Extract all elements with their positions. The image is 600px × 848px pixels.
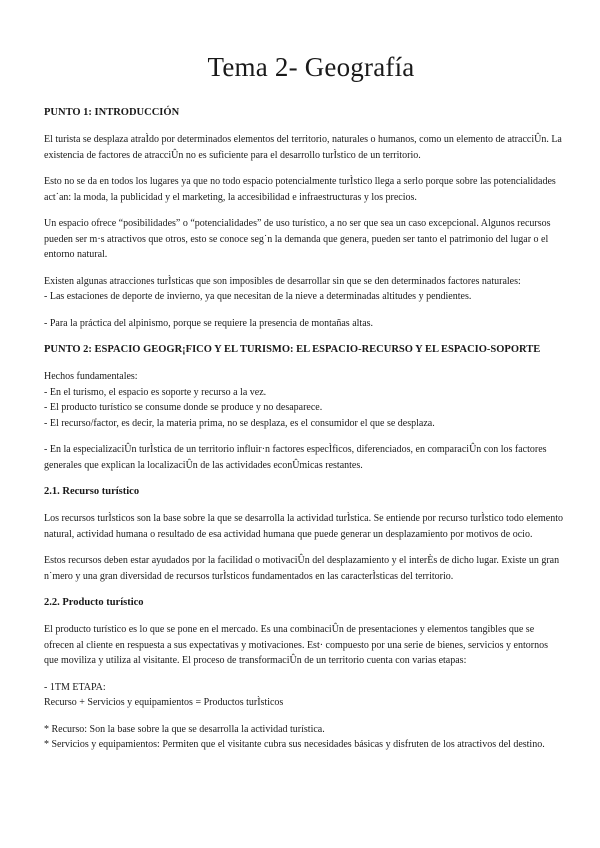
paragraph: - Para la práctica del alpinismo, porque se requiere la presencia de montañas altas.	[44, 317, 374, 329]
list-item: - El producto turístico se consume donde se produce y no desaparece.	[44, 402, 323, 413]
subsection-heading-2-2: 2.2. Producto turístico	[44, 597, 144, 608]
stage-formula: Recurso + Servicios y equipamientos = Productos turÌsticos	[44, 697, 284, 708]
stage-label: - 1TM ETAPA:	[44, 681, 106, 693]
paragraph: Un espacio ofrece “posibilidades” o “potencialidades” de uso turístico, a no ser que sea un caso excepcional. Algunos recursos pueden ser m·s atractivos que otros, esto se conoce seg˙n la demanda que genera, pueden ser tanto el patrimonio del lugar o el entorno natural.	[44, 218, 551, 260]
paragraph: El turista se desplaza atraÌdo por determinados elementos del territorio, naturales o humanos, como un elemento de atracciÛn. La existencia de factores de atracciÛn no es suficiente para el desarrollo turÌstico de un territorio.	[44, 134, 562, 161]
paragraph: Los recursos turÌsticos son la base sobre la que se desarrolla la actividad turÌstica. Se entiende por recurso turÌstico todo elemento natural, actividad humana o resultado de esa actividad humana que puede generar un desplazamiento por motivos de ocio.	[44, 513, 563, 540]
list-item: - En el turismo, el espacio es soporte y recurso a la vez.	[44, 386, 267, 398]
section-heading-punto-2: PUNTO 2: ESPACIO GEOGR¡FICO Y EL TURISMO: EL ESPACIO-RECURSO Y EL ESPACIO-SOPORTE	[44, 344, 541, 355]
paragraph: El producto turístico es lo que se pone en el mercado. Es una combinaciÛn de presentaciones y elementos tangibles que se ofrecen al cliente en respuesta a sus expectativas y motivaciones. Est· compuesto por una serie de bienes, servicios y entornos que moviliza y utiliza al visitante. El proceso de transformaciÛn de un territorio cuenta con varias etapas:	[44, 624, 548, 666]
document-title: Tema 2- Geografía	[207, 52, 415, 82]
paragraph: - Las estaciones de deporte de invierno, ya que necesitan de la nieve a determinadas altitudes y pendientes.	[44, 291, 472, 302]
subsection-heading-2-1: 2.1. Recurso turístico	[44, 486, 140, 497]
note: * Recurso: Son la base sobre la que se desarrolla la actividad turística.	[44, 723, 325, 735]
document-page	[44, 52, 564, 764]
section-heading-punto-1: PUNTO 1: INTRODUCCIÓN	[44, 107, 180, 118]
note: * Servicios y equipamientos: Permiten que el visitante cubra sus necesidades básicas y disfruten de los atractivos del destino.	[44, 739, 545, 750]
list-intro: Hechos fundamentales:	[44, 371, 138, 382]
paragraph: - En la especializaciÛn turÌstica de un territorio influir·n factores especÌficos, diferenciados, en comparaciÛn con los factores generales que explican la localizaciÛn de las actividades econÛmicas restantes.	[44, 444, 547, 471]
paragraph: Existen algunas atracciones turÌsticas que son imposibles de desarrollar sin que se den determinados factores naturales:	[44, 275, 521, 287]
paragraph: Estos recursos deben estar ayudados por la facilidad o motivaciÛn del desplazamiento y el interÈs de dicho lugar. Existe un gran n˙mero y una gran diversidad de recursos turÌsticos fundamentados en las caracterÌsticas del territorio.	[44, 555, 560, 582]
list-item: - El recurso/factor, es decir, la materia prima, no se desplaza, es el consumidor el que se desplaza.	[44, 417, 435, 429]
paragraph: Esto no se da en todos los lugares ya que no todo espacio potencialmente turÌstico llega a serlo porque sobre las potencialidades act˙an: la moda, la publicidad y el marketing, la accesibilidad e infraestructuras y los precios.	[44, 176, 556, 203]
